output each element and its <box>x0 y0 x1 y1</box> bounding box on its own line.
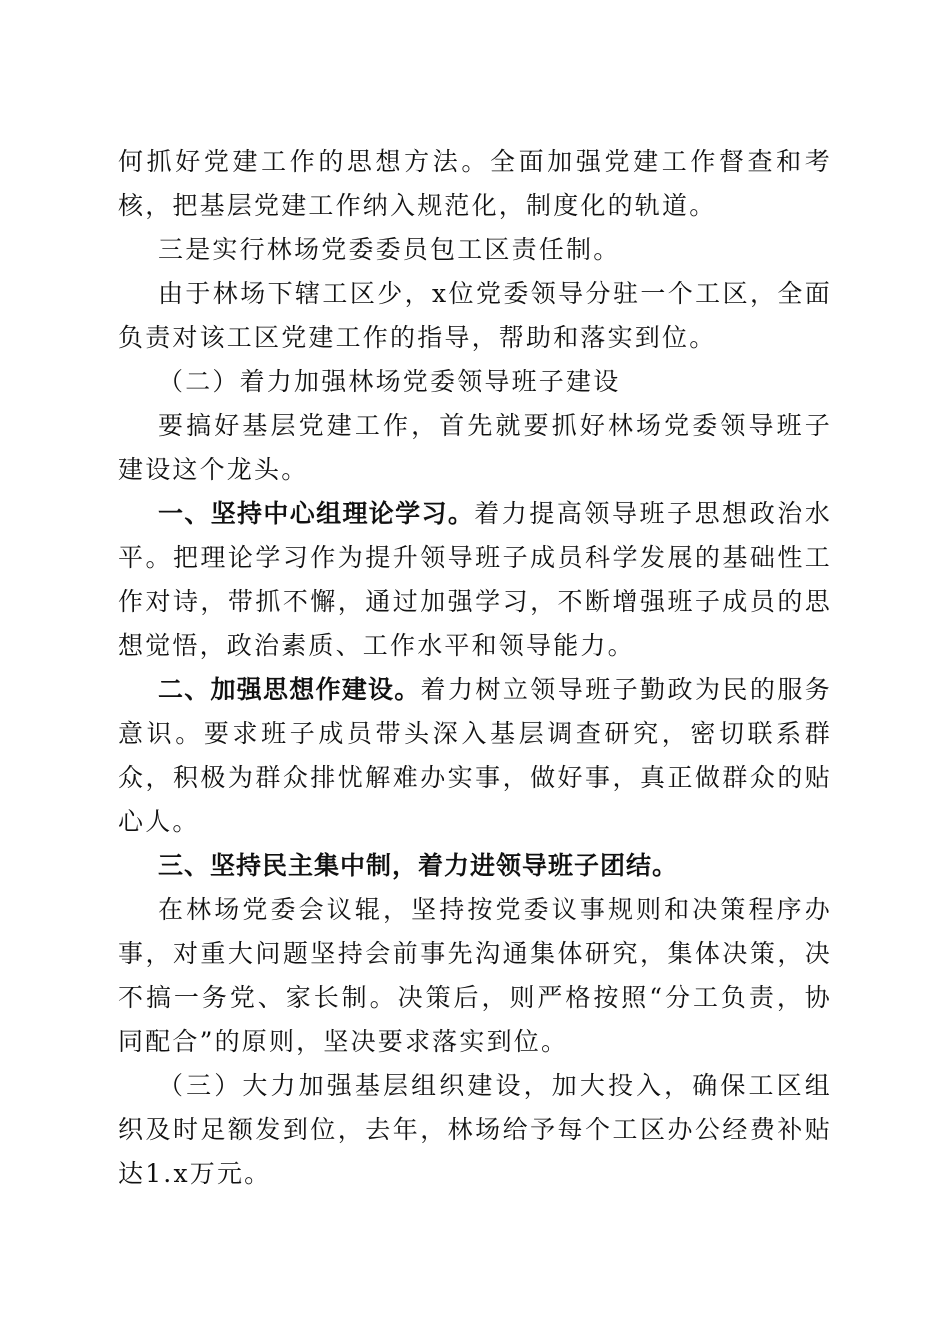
paragraph-2: 三是实行林场党委委员包工区责任制。 <box>158 235 621 264</box>
paragraph-6-lead: 一、坚持中心组理论学习。 <box>158 499 475 528</box>
paragraph-8-heading: 三、坚持民主集中制，着力进领导班子团结。 <box>158 851 679 880</box>
paragraph-7-body: 着力树立领导班子勤政为民的服务意识。要求班子成员带头深入基层调查研究，密切联系群众，积极为群众排忧解难办实事，做好事，真正做群众的贴心人。 <box>118 675 832 836</box>
paragraph-7 <box>118 668 832 844</box>
paragraph-3: 由于林场下辖工区少，x位党委领导分驻一个工区，全面负责对该工区党建工作的指导，帮助和落实到位。 <box>118 279 832 352</box>
paragraph-6-body: 着力提高领导班子思想政治水平。把理论学习作为提升领导班子成员科学发展的基础性工作对诗，带抓不懈，通过加强学习，不断增强班子成员的思想觉悟，政治素质、工作水平和领导能力。 <box>118 499 832 660</box>
paragraph-1: 何抓好党建工作的思想方法。全面加强党建工作督查和考核，把基层党建工作纳入规范化，制度化的轨道。 <box>118 147 832 220</box>
document-page <box>118 140 832 1196</box>
paragraph-6 <box>118 492 832 668</box>
section-heading-2: （二）着力加强林场党委领导班子建设 <box>158 367 621 396</box>
paragraph-5: 要搞好基层党建工作，首先就要抓好林场党委领导班子建设这个龙头。 <box>118 411 832 484</box>
paragraph-7-lead: 二、加强思想作建设。 <box>158 675 421 704</box>
paragraph-9: 在林场党委会议辊，坚持按党委议事规则和决策程序办事，对重大问题坚持会前事先沟通集体研究，集体决策，决不搞一务党、家长制。决策后，则严格按照“分工负责，协同配合”的原则，坚决要求落实到位。 <box>118 895 832 1056</box>
section-heading-3: （三）大力加强基层组织建设，加大投入，确保工区组织及时足额发到位，去年，林场给予每个工区办公经费补贴达1.x万元。 <box>118 1071 832 1188</box>
